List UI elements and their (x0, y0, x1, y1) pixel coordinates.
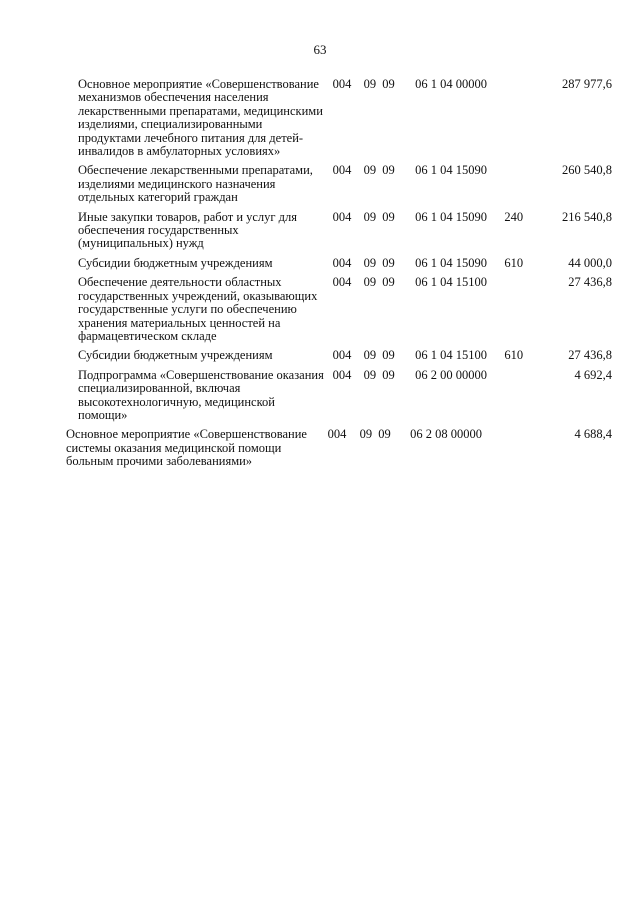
subsection-code: 09 (382, 275, 395, 290)
amount: 260 540,8 (562, 163, 612, 178)
target-article-code: 06 1 04 15100 (415, 275, 488, 290)
table-row (78, 211, 612, 257)
ministry-code: 004 (332, 163, 352, 178)
section-code: 09 (363, 77, 377, 91)
ministry-code: 004 (332, 77, 352, 91)
section-code: 09 (363, 275, 377, 290)
target-article-code: 06 1 04 15090 (415, 163, 488, 178)
row-name: Основное мероприятие «Совершенствование механизмов обеспечения населения лекарственными препаратами, медицинскими изделиями, специализированными продуктами лечебного питания для детей-инвалидов в амбулаторных условиях» (78, 77, 323, 159)
subsection-code: 09 (382, 209, 395, 224)
row-name: Иные закупки товаров, работ и услуг для обеспечения государственных (муниципальных) нужд (78, 209, 298, 251)
subsection-code: 09 (382, 255, 395, 270)
target-article-code: 06 1 04 00000 (415, 77, 488, 91)
budget-table (66, 77, 612, 475)
amount: 27 436,8 (568, 275, 612, 290)
ministry-code: 004 (332, 367, 352, 382)
ministry-code: 004 (332, 209, 352, 224)
target-article-code: 06 1 04 15090 (415, 209, 488, 224)
row-name: Субсидии бюджетным учреждениям (78, 255, 273, 270)
table-row (78, 164, 612, 210)
subsection-code: 09 (382, 163, 395, 178)
amount: 4 688,4 (574, 427, 612, 442)
table-row (78, 349, 612, 368)
target-article-code: 06 1 04 15100 (415, 348, 488, 363)
expense-type-code (504, 276, 533, 349)
ministry-code: 004 (332, 275, 352, 290)
section-code: 09 (359, 427, 373, 442)
ministry-code: 004 (332, 348, 352, 363)
section-code: 09 (363, 348, 377, 363)
subsection-code: 09 (382, 348, 395, 363)
table-row (78, 428, 612, 474)
amount: 27 436,8 (568, 348, 612, 363)
table-row (78, 78, 612, 164)
section-code: 09 (363, 209, 377, 224)
target-article-code: 06 1 04 15090 (415, 255, 488, 270)
page-number: 63 (313, 42, 327, 57)
target-article-code: 06 2 08 00000 (410, 427, 483, 442)
table-row (78, 369, 612, 429)
table-row (78, 257, 612, 276)
row-name: Основное мероприятие «Совершенствование системы оказания медицинской помощи больным прочими заболеваниями» (66, 427, 307, 469)
subsection-code: 09 (382, 77, 395, 91)
amount: 44 000,0 (568, 255, 612, 270)
table-row (78, 276, 612, 349)
expense-type-code (504, 164, 533, 210)
expense-type-code: 610 (504, 348, 524, 363)
section-code: 09 (363, 367, 377, 382)
subsection-code: 09 (378, 427, 391, 442)
expense-type-code: 240 (504, 209, 524, 224)
amount: 216 540,8 (562, 209, 612, 224)
amount: 287 977,6 (562, 77, 612, 91)
ministry-code: 004 (332, 255, 352, 270)
row-name: Обеспечение лекарственными препаратами, изделиями медицинского назначения отдельных категорий граждан (78, 163, 313, 205)
section-code: 09 (363, 163, 377, 178)
target-article-code: 06 2 00 00000 (415, 367, 488, 382)
row-name: Обеспечение деятельности областных государственных учреждений, оказывающих государственные услуги по обеспечению хранения материальных ценностей на фармацевтическом складе (78, 275, 318, 343)
row-name: Субсидии бюджетным учреждениям (78, 348, 273, 363)
expense-type-code (504, 369, 533, 429)
expense-type-code: 610 (504, 255, 524, 270)
row-name: Подпрограмма «Совершенствование оказания специализированной, включая высокотехнологичную, медицинской помощи» (78, 367, 324, 422)
amount: 4 692,4 (574, 367, 612, 382)
expense-type-code (504, 428, 533, 474)
section-code: 09 (363, 255, 377, 270)
expense-type-code (504, 78, 533, 164)
subsection-code: 09 (382, 367, 395, 382)
ministry-code: 004 (327, 427, 347, 442)
